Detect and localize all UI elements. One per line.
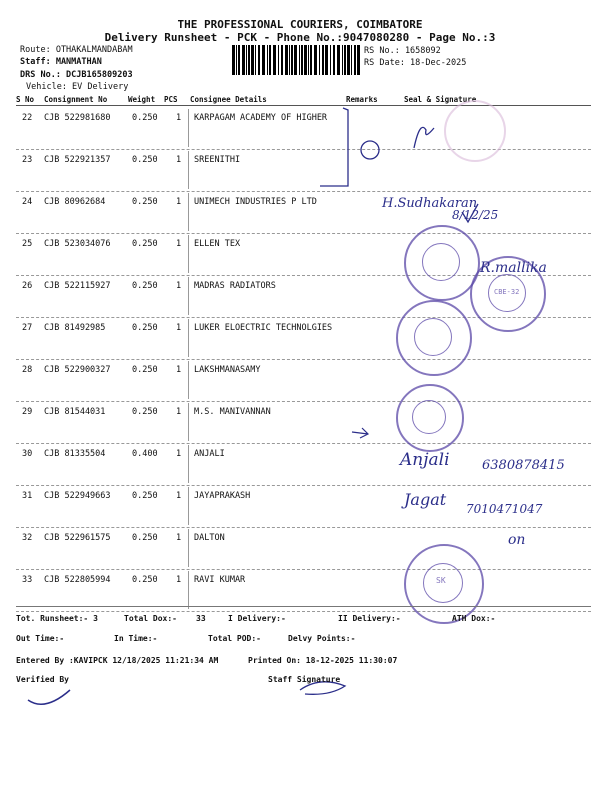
ii-delivery: II Delivery:-: [338, 614, 401, 623]
signature-row32: on: [508, 532, 526, 548]
row-consignee: RAVI KUMAR: [194, 575, 246, 585]
runsheet-subtitle: Delivery Runsheet - PCK - Phone No.:9047080280 - Page No.:3: [104, 31, 496, 44]
total-runsheet: Tot. Runsheet:- 3: [16, 614, 98, 623]
row-consignment: CJB 522961575: [44, 533, 111, 543]
remarks-bracket: [320, 108, 348, 186]
stamp-row27: [396, 300, 472, 376]
col-remarks: Remarks: [346, 95, 378, 104]
rs-date: RS Date: 18-Dec-2025: [364, 58, 467, 68]
stamp-cbe-label: CBE-32: [494, 288, 520, 296]
row-weight: 0.250: [132, 113, 158, 123]
row-consignee: KARPAGAM ACADEMY OF HIGHER: [194, 113, 328, 123]
row-consignee: LUKER ELOECTRIC TECHNOLGIES: [194, 323, 333, 333]
row-consignment: CJB 81335504: [44, 449, 106, 459]
row-consignee: ANJALI: [194, 449, 225, 459]
row-pcs: 1: [176, 281, 182, 291]
verified-by-signature: [28, 690, 70, 704]
remarks-circle-mark: [361, 141, 379, 159]
in-time: In Time:-: [114, 634, 158, 643]
arrow-mark: [352, 428, 368, 438]
row-pcs: 1: [176, 533, 182, 543]
row-consignment: CJB 522921357: [44, 155, 111, 165]
col-consignment: Consignment No: [44, 95, 108, 104]
row-consignment: CJB 522981680: [44, 113, 111, 123]
row-weight: 0.250: [132, 281, 158, 291]
rs-number: RS No.: 1658092: [364, 46, 441, 56]
row-weight: 0.250: [132, 197, 158, 207]
row-weight: 0.250: [132, 239, 158, 249]
entered-by: Entered By :KAVIPCK 12/18/2025 11:21:34 AM: [16, 656, 219, 665]
row-weight: 0.250: [132, 491, 158, 501]
row-weight: 0.250: [132, 533, 158, 543]
row-consignee: M.S. MANIVANNAN: [194, 407, 271, 417]
col-sno: S No: [16, 95, 35, 104]
row-consignment: CJB 522900327: [44, 365, 111, 375]
row-consignee: LAKSHMANASAMY: [194, 365, 261, 375]
row-weight: 0.250: [132, 575, 158, 585]
row-pcs: 1: [176, 449, 182, 459]
row-consignment: CJB 522805994: [44, 575, 111, 585]
stamp-pale-row22: [444, 100, 506, 162]
row-pcs: 1: [176, 323, 182, 333]
stamp-row29: [396, 384, 464, 452]
verified-by: Verified By: [16, 675, 69, 684]
row-pcs: 1: [176, 365, 182, 375]
row-consignment: CJB 80962684: [44, 197, 106, 207]
row-consignee: JAYAPRAKASH: [194, 491, 251, 501]
row-sno: 24: [22, 197, 33, 207]
row-consignee: SREENITHI: [194, 155, 241, 165]
signature-row26: R.mallika: [480, 260, 547, 276]
ath-dox: ATH Dox:-: [452, 614, 496, 623]
footer-divider: [16, 606, 591, 607]
drs-number: DRS No.: DCJB165809203: [20, 70, 133, 80]
route-label: Route: OTHAKALMANDABAM: [20, 45, 133, 55]
row-pcs: 1: [176, 197, 182, 207]
staff-label: Staff: MANMATHAN: [20, 57, 102, 67]
date-row24: 8/12/25: [452, 208, 499, 222]
row-sno: 22: [22, 113, 33, 123]
row-weight: 0.250: [132, 155, 158, 165]
company-title: THE PROFESSIONAL COURIERS, COIMBATORE: [177, 18, 423, 31]
row-weight: 0.250: [132, 407, 158, 417]
row-pcs: 1: [176, 575, 182, 585]
out-time: Out Time:-: [16, 634, 65, 643]
row-weight: 0.250: [132, 365, 158, 375]
delvy-points: Delvy Points:-: [288, 634, 356, 643]
row-sno: 26: [22, 281, 33, 291]
row-sno: 30: [22, 449, 33, 459]
row-pcs: 1: [176, 113, 182, 123]
signature-row24: H.Sudhakaran: [382, 196, 478, 211]
i-delivery: I Delivery:-: [228, 614, 286, 623]
row-consignment: CJB 523034076: [44, 239, 111, 249]
row-sno: 33: [22, 575, 33, 585]
stamp-row25: [404, 225, 480, 301]
stamp-sk-label: SK: [436, 576, 446, 585]
col-consignee: Consignee Details: [190, 95, 267, 104]
total-dox-value: 33: [196, 614, 206, 623]
row-consignee: UNIMECH INDUSTRIES P LTD: [194, 197, 317, 207]
row-consignment: CJB 522115927: [44, 281, 111, 291]
row-sno: 27: [22, 323, 33, 333]
row-sno: 28: [22, 365, 33, 375]
row-weight: 0.400: [132, 449, 158, 459]
row-pcs: 1: [176, 155, 182, 165]
col-seal-signature: Seal & Signature: [404, 95, 477, 104]
row-consignment: CJB 81544031: [44, 407, 106, 417]
row-weight: 0.250: [132, 323, 158, 333]
phone-row31: 7010471047: [466, 502, 543, 516]
row-consignee: DALTON: [194, 533, 225, 543]
vehicle-label: Vehicle: EV Delivery: [26, 82, 129, 92]
row-sno: 32: [22, 533, 33, 543]
signature-row31: Jagat: [404, 490, 447, 509]
row-pcs: 1: [176, 239, 182, 249]
row-pcs: 1: [176, 491, 182, 501]
staff-signature: Staff Signature: [268, 675, 341, 684]
row-consignment: CJB 81492985: [44, 323, 106, 333]
row-consignee: ELLEN TEX: [194, 239, 241, 249]
row-consignment: CJB 522949663: [44, 491, 111, 501]
col-weight: Weight: [128, 95, 156, 104]
total-pod: Total POD:-: [208, 634, 261, 643]
row-consignee: MADRAS RADIATORS: [194, 281, 276, 291]
stamp-row33: [404, 544, 484, 624]
row-pcs: 1: [176, 407, 182, 417]
total-dox-label: Total Dox:-: [124, 614, 177, 623]
signature-row30: Anjali: [400, 450, 450, 470]
row22-signature-scribble: [414, 127, 434, 148]
row-sno: 25: [22, 239, 33, 249]
phone-row30: 6380878415: [482, 458, 565, 473]
col-pcs: PCS: [164, 95, 178, 104]
printed-on: Printed On: 18-12-2025 11:30:07: [248, 656, 398, 665]
row-sno: 29: [22, 407, 33, 417]
row-sno: 31: [22, 491, 33, 501]
row-sno: 23: [22, 155, 33, 165]
